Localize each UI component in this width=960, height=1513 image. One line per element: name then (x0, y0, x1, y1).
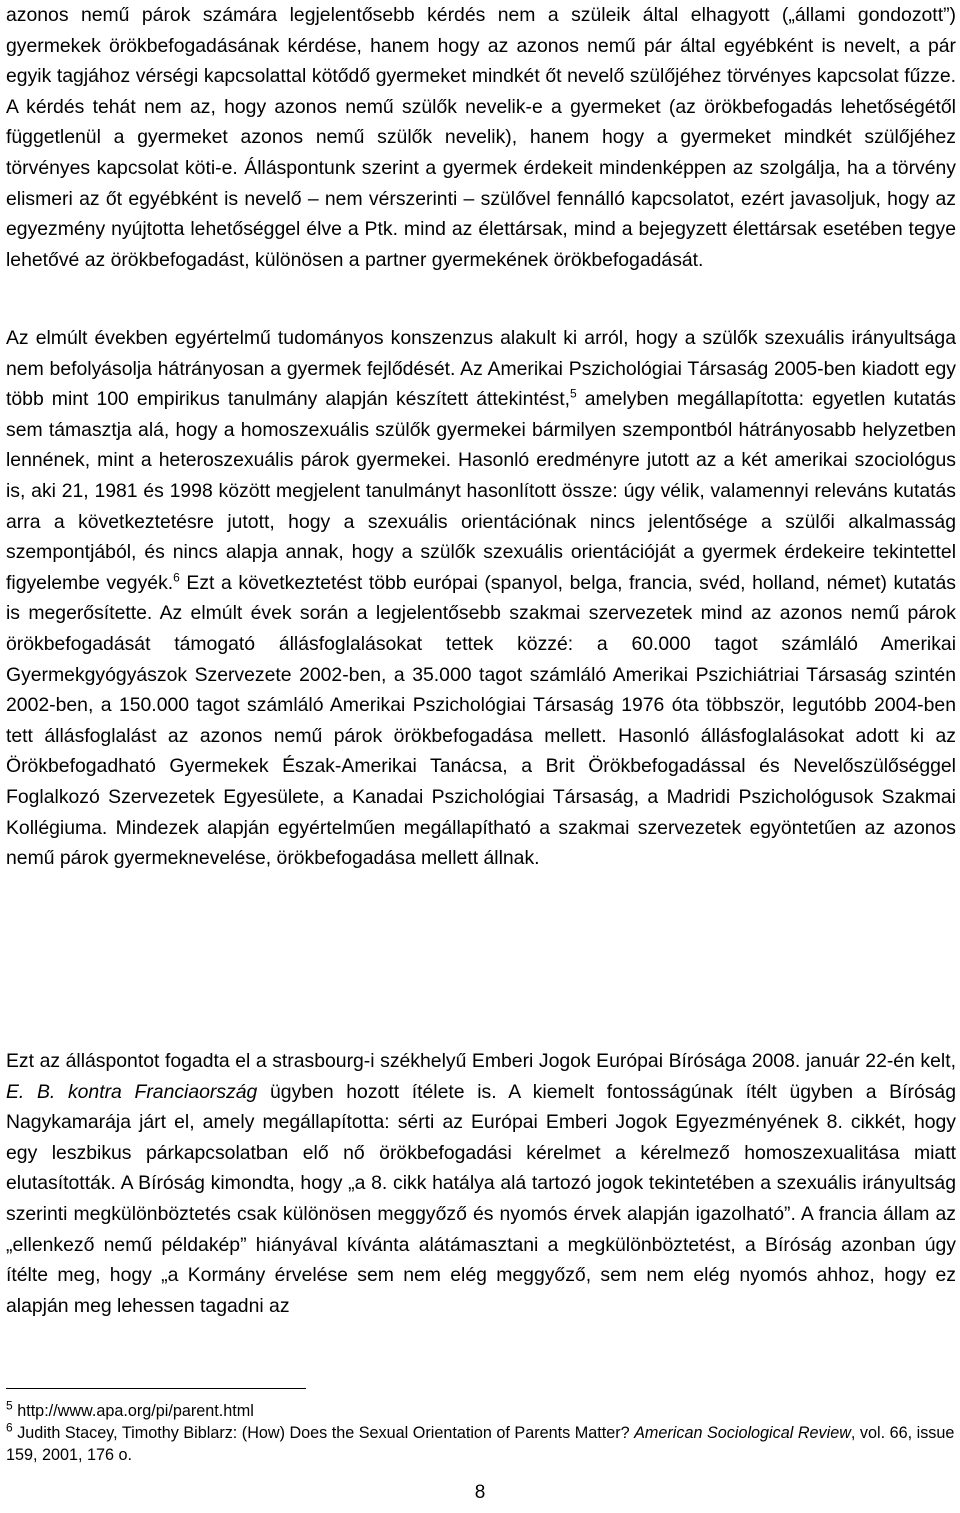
page-number: 8 (474, 1482, 486, 1503)
paragraph-1-text: azonos nemű párok számára legjelentősebb kérdés nem a szüleik által elhagyott („állami gondozott”) gyermekek örökbefogadásának kérdése, hanem hogy az azonos nemű pár által egyébként is nevelt, a pár egyik tagjához vérségi kapcsolattal kötődő gyermeket mindkét őt nevelő szülőjéhez törvényes kapcsolat fűzze. A kérdés tehát nem az, hogy azonos nemű szülők nevelik-e a gyermeket (az örökbefogadás lehetőségétől függetlenül a gyermeket azonos nemű szülők nevelik), hanem hogy a gyermeket mindkét szülőjéhez törvényes kapcsolat köti-e. Álláspontunk szerint a gyermek érdekeit mindenképpen az szolgálja, ha a törvény elismeri az őt egyébként is nevelő – nem vérszerinti – szülővel fennálló kapcsolatot, ezért javasoljuk, hogy az egyezmény nyújtotta lehetőséggel élve a Ptk. mind az élettársak, mind a bejegyzett élettársak esetében tegye lehetővé az örökbefogadást, különösen a partner gyermekének örökbefogadását. (6, 4, 956, 271)
paragraph-3-text-b: ügyben hozott ítélete is. A kiemelt fontosságúnak ítélt ügyben a Bíróság Nagykamarája járt el, amely megállapította: sérti az Európai Emberi Jogok Egyezményének 8. cikkét, hogy egy leszbikus párkapcsolatban elő nő örökbefogadási kérelmet a kérelmező homoszexualitása miatt elutasították. A Bíróság kimondta, hogy „a 8. cikk hatálya alá tartozó jogok tekintetében a szexuális irányultság szerinti megkülönböztetés csak különösen meggyőző és nyomós érvek alapján igazolható”. A francia állam az „ellenkező nemű példakép” hiányával kívánta alátámasztani a megkülönböztetést, a Bíróság azonban úgy ítélte meg, hogy „a Kormány érvelése sem nem elég meggyőző, sem nem elég nyomós ahhoz, hogy ez alapján meg lehessen tagadni az (6, 1080, 956, 1317)
paragraph-2-text-c: Ezt a következtetést több európai (spanyol, belga, francia, svéd, holland, német) kutatás is megerősítette. Az elmúlt évek során a legjelentősebb szakmai szervezetek mind az azonos nemű párok örökbefogadását támogató állásfoglalásokat tettek közzé: a 60.000 tagot számláló Amerikai Gyermekgyógyászok Szervezete 2002-ben, a 35.000 tagot számláló Amerikai Pszichiátriai Társaság szintén 2002-ben, a 150.000 tagot számláló Amerikai Pszichológiai Társaság 1976 óta többször, legutóbb 2004-ben tett állásfoglalást az azonos nemű párok örökbefogadása mellett. Hasonló állásfoglalásokat adott ki az Örökbefogadható Gyermekek Észak-Amerikai Tanácsa, a Brit Örökbefogadással és Nevelőszülőséggel Foglalkozó Szervezetek Egyesülete, a Kanadai Pszichológiai Társaság, a Madridi Pszichológusok Szakmai Kollégiuma. Mindezek alapján egyértelműen megállapítható a szakmai szervezetek egyöntetűen az azonos nemű párok gyermeknevelése, örökbefogadása mellett állnak. (6, 571, 956, 870)
footnote-5 (6, 1400, 956, 1422)
footnote-ref-5[interactable]: 5 (570, 386, 577, 401)
paragraph-2-text-a: Az elmúlt években egyértelmű tudományos konszenzus alakult ki arról, hogy a szülők szexuális irányultsága nem befolyásolja hátrányosan a gyermek fejlődését. Az Amerikai Pszichológiai Társaság 2005-ben kiadott egy több mint 100 empirikus tanulmány alapján készített áttekintést, (6, 327, 956, 411)
footnote-6-number: 6 (6, 1420, 13, 1435)
footnote-6-text: Judith Stacey, Timothy Biblarz: (How) Does the Sexual Orientation of Parents Matter? (17, 1424, 635, 1442)
case-name: E. B. kontra Franciaország (6, 1080, 258, 1103)
footnote-divider (6, 1388, 306, 1389)
paragraph-3-text-a: Ezt az álláspontot fogadta el a strasbourg-i székhelyű Emberi Jogok Európai Bírósága 2008. január 22-én kelt, (6, 1050, 956, 1072)
footnote-6 (6, 1422, 956, 1466)
footnote-5-number: 5 (6, 1398, 13, 1413)
paragraph-2-text-b: amelyben megállapította: egyetlen kutatás sem támasztja alá, hogy a homoszexuális szülők gyermekei bármilyen szempontból hátrányosabb helyzetben lennének, mint a heteroszexuális párok gyermekei. Hasonló eredményre jutott az a két amerikai szociológus is, aki 21, 1981 és 1998 között megjelent tanulmányt hasonlított össze: úgy vélik, valamennyi releváns kutatás arra a következtetésre jutott, hogy a szexuális orientációnak nincs jelentősége a szülői alkalmasság szempontjából, és nincs alapja annak, hogy a szülők szexuális orientációját a gyermek érdekeire tekintettel figyelembe vegyék. (6, 388, 956, 594)
paragraph-3 (6, 1046, 956, 1321)
footnote-5-link[interactable]: http://www.apa.org/pi/parent.html (17, 1402, 254, 1420)
paragraph-2 (6, 323, 956, 874)
footnote-6-journal: American Sociological Review (634, 1424, 851, 1442)
paragraph-1 (6, 0, 956, 275)
footnote-6-rest: , vol. 66, issue 159, 2001, 176 o. (6, 1424, 955, 1464)
footnote-ref-6[interactable]: 6 (173, 570, 180, 585)
